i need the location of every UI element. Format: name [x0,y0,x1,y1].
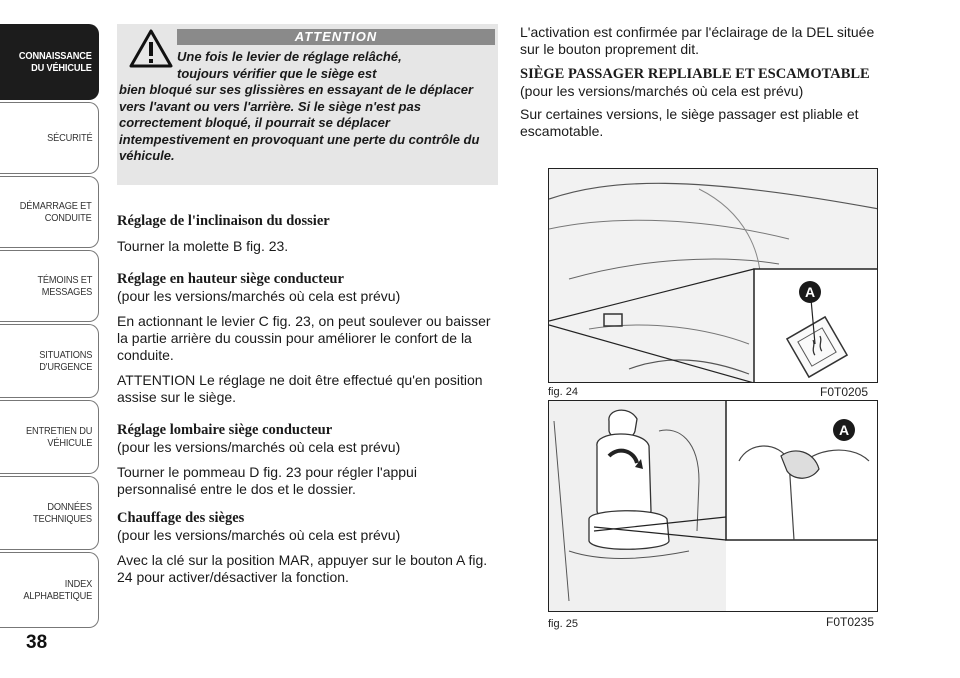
text-hauteur-levier: En actionnant le levier C fig. 23, on peut soulever ou baisser la partie arrière du coussin pour améliorer le confort de la conduite. [117,313,491,363]
text-passager-pliable: Sur certaines versions, le siège passager est pliable et escamotable. [520,106,859,139]
figure-24-caption: fig. 24 [548,386,578,398]
text-hauteur-attention: ATTENTION Le réglage ne doit être effectué qu'en position assise sur le siège. [117,372,483,405]
tab-label: DÉMARRAGE ET CONDUITE [20,200,92,224]
figure-24-code: F0T0205 [820,385,869,399]
heading-chauffage: Chauffage des sièges [117,510,245,526]
text-lombaire-pommeau: Tourner le pommeau D fig. 23 pour régler l'appui personnalisé entre le dos et le dossier. [117,464,417,497]
tab-connaissance-vehicule[interactable] [0,24,99,100]
warning-line-1: Une fois le levier de réglage relâché, [177,49,402,64]
page-number: 38 [26,632,48,653]
text-activation-del: L'activation est confirmée par l'éclairage de la DEL située sur le bouton proprement dit. [520,24,875,57]
figure-25-code: F0T0235 [826,615,875,629]
marker-a-fig25 [833,419,855,441]
heading-lombaire: Réglage lombaire siège conducteur [117,422,333,438]
tab-label: INDEX ALPHABETIQUE [23,578,92,602]
seat-heating-button-illustration [549,169,878,383]
heading-siege-passager: SIÈGE PASSAGER REPLIABLE ET ESCAMOTABLE [520,66,870,82]
warning-body: bien bloqué sur ses glissières en essayant de le déplacer vers l'avant ou vers l'arrière. Si le siège n'est pas correctement bloqué, il pourrait se déplacer intempestivement en provoquant une perte du contrôle du véhicule. [119,82,480,163]
tab-label: SÉCURITÉ [46,132,92,144]
tab-securite[interactable] [0,102,99,174]
tab-donnees-techniques[interactable] [0,476,99,550]
tab-temoins-messages[interactable] [0,250,99,322]
tab-label: CONNAISSANCE DU VÉHICULE [19,50,92,74]
heading-hauteur: Réglage en hauteur siège conducteur [117,271,344,287]
warning-line-2: toujours vérifier que le siège est [177,65,377,81]
tab-entretien-vehicule[interactable] [0,400,99,474]
tab-demarrage-conduite[interactable] [0,176,99,248]
figure-24-image [548,168,878,383]
tab-label: DONNÉES TECHNIQUES [33,501,92,525]
tab-label: TÉMOINS ET MESSAGES [37,274,92,298]
marker-label: A [838,422,850,438]
tab-label: SITUATIONS D'URGENCE [38,349,92,373]
right-column [520,24,896,140]
figure-25-caption: fig. 25 [548,618,578,630]
tab-situations-urgence[interactable] [0,324,99,398]
figure-25-image [548,400,878,612]
text-hauteur-versions: (pour les versions/marchés où cela est prévu) [117,288,401,304]
text-inclinaison: Tourner la molette B fig. 23. [117,238,289,254]
warning-title: ATTENTION [177,29,495,45]
left-column [117,213,497,586]
heading-inclinaison: Réglage de l'inclinaison du dossier [117,213,330,229]
warning-text [119,49,491,165]
text-chauffage-versions: (pour les versions/marchés où cela est prévu) [117,527,401,543]
text-lombaire-versions: (pour les versions/marchés où cela est prévu) [117,439,401,455]
warning-box [117,24,498,185]
text-passager-versions: (pour les versions/marchés où cela est prévu) [520,83,804,99]
tab-index-alphabetique[interactable] [0,552,99,628]
tab-label: ENTRETIEN DU VÉHICULE [25,425,92,449]
folding-passenger-seat-illustration [549,401,878,612]
marker-label: A [804,284,816,300]
text-chauffage-bouton: Avec la clé sur la position MAR, appuyer sur le bouton A fig. 24 pour activer/désactiver la fonction. [117,552,488,585]
marker-a-fig24 [799,281,821,303]
